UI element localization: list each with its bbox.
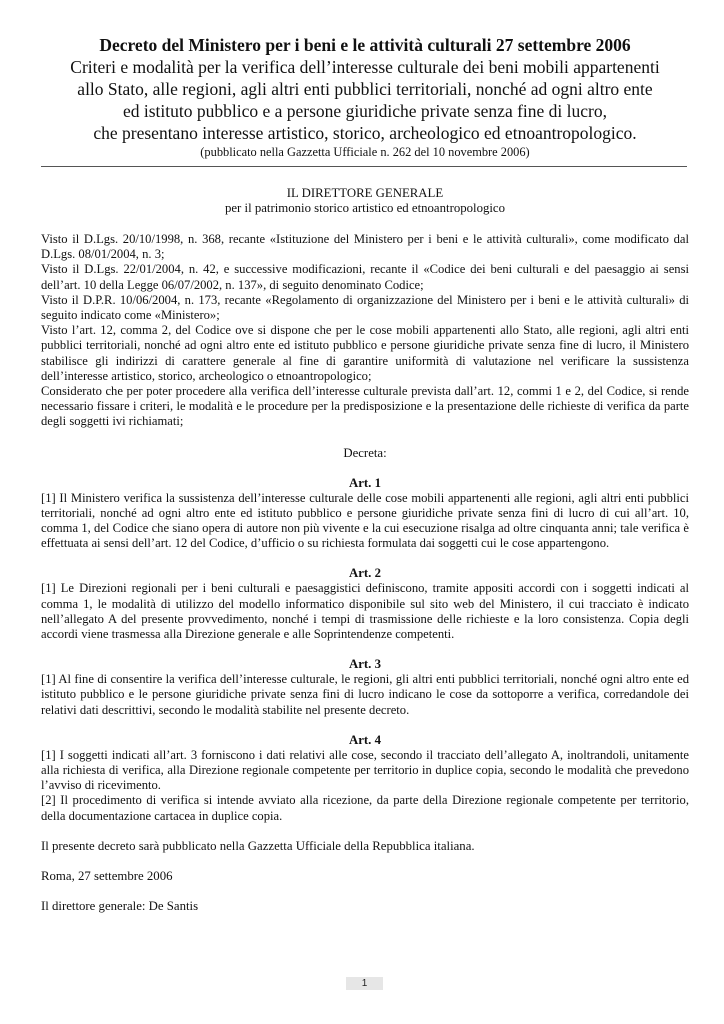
director-block (41, 186, 689, 216)
article-1 (41, 476, 689, 552)
decree-subtitle-line: Criteri e modalità per la verifica dell’interesse culturale dei beni mobili appartenenti (70, 57, 660, 77)
publication-note: (pubblicato nella Gazzetta Ufficiale n. 262 del 10 novembre 2006) (200, 145, 530, 159)
closing-publication-note: Il presente decreto sarà pubblicato nella Gazzetta Ufficiale della Repubblica italiana. (41, 838, 475, 853)
article-paragraph: [1] Il Ministero verifica la sussistenza dell’interesse culturale delle cose mobili appartenenti alle regioni, agli altri enti pubblici territoriali, nonché ad ogni altro ente ed istituto pubblico e persone giuridiche private senza fini di lucro di cui all’art. 10, comma 1, del Codice che siano opera di autore non più vivente e la cui esecuzione risalga ad oltre cinquanta anni; tale verifica è effettuata ai sensi dell’art. 12 del Codice, d’ufficio o su richiesta formulata dai soggetti cui le cose appartengono. (41, 490, 689, 551)
decree-subtitle-line: che presentano interesse artistico, storico, archeologico ed etnoantropologico. (93, 123, 637, 143)
article-paragraph: [1] Le Direzioni regionali per i beni culturali e paesaggistici definiscono, tramite appositi accordi con i soggetti indicati al comma 1, le modalità di utilizzo del modello informatico disponibile sul sito web del Ministero, il cui tracciato è indicato nell’allegato A del presente provvedimento, nonché i tempi di trasmissione delle richieste e la loro consistenza. Copia degli accordi viene trasmessa alla Direzione generale e alle Soprintendenze competenti. (41, 581, 689, 642)
article-title: Art. 3 (349, 657, 381, 672)
signature: Il direttore generale: De Santis (41, 898, 199, 913)
article-paragraph: [2] Il procedimento di verifica si intende avviato alla ricezione, da parte della Direzione regionale competente per territorio, della documentazione cartacea in duplice copia. (41, 793, 689, 823)
premise-paragraph: Considerato che per poter procedere alla verifica dell’interesse culturale prevista dall’art. 12, commi 1 e 2, del Codice, si rende necessario fissare i criteri, le modalità e le procedure per la predisposizione e la presentazione delle richieste di verifica da parte degli soggetti ivi richiamati; (41, 384, 689, 429)
decree-subtitle-line: allo Stato, alle regioni, agli altri enti pubblici territoriali, nonché ad ogni altro ente (77, 79, 653, 99)
article-paragraph: [1] Al fine di consentire la verifica dell’interesse culturale, le regioni, gli altri enti pubblici territoriali, nonché ogni altro ente ed istituto pubblico e le persone giuridiche private senza fini di lucro indicano le cose da sottoporre a verifica, corredandole dei relativi dati descrittivi, secondo le modalità stabilite nel presente decreto. (41, 672, 689, 717)
article-paragraph: [1] I soggetti indicati all’art. 3 forniscono i dati relativi alle cose, secondo il tracciato dell’allegato A, inoltrandoli, unitamente alla richiesta di verifica, alla Direzione regionale competente per territorio in duplice copia, secondo le modalità che prevedono l’avviso di ricevimento. (41, 747, 689, 793)
document-page (41, 34, 689, 914)
article-2 (41, 566, 689, 642)
premise-paragraph: Visto il D.Lgs. 20/10/1998, n. 368, recante «Istituzione del Ministero per i beni e le attività culturali», come modificato dal D.Lgs. 08/01/2004, n. 3; (41, 232, 689, 262)
article-title: Art. 2 (349, 566, 381, 581)
director-title: IL DIRETTORE GENERALE (286, 186, 444, 200)
document-header (41, 34, 689, 160)
place-date: Roma, 27 settembre 2006 (41, 868, 173, 883)
decree-title: Decreto del Ministero per i beni e le attività culturali 27 settembre 2006 (99, 35, 631, 55)
premises (41, 232, 689, 430)
article-3 (41, 657, 689, 718)
premise-paragraph: Visto il D.P.R. 10/06/2004, n. 173, recante «Regolamento di organizzazione del Ministero per i beni e le attività culturali» di seguito indicato come «Ministero»; (41, 292, 689, 323)
header-divider (41, 166, 687, 167)
premise-paragraph: Visto l’art. 12, comma 2, del Codice ove si dispone che per le cose mobili appartenenti allo Stato, alle regioni, agli altri enti pubblici territoriali, nonché ad ogni altro ente ed istituto pubblico e persone giuridiche private senza fine di lucro, il Ministero stabilisce gli indirizzi di carattere generale al fine di garantire uniformità di valutazione nel verificare la sussistenza dell’interesse artistico, storico, archeologico o etnoantropologico; (41, 323, 689, 383)
decreta-heading: Decreta: (343, 445, 387, 460)
article-title: Art. 4 (349, 732, 381, 747)
decree-subtitle-line: ed istituto pubblico e a persone giuridiche private senza fine di lucro, (122, 101, 607, 121)
director-subtitle: per il patrimonio storico artistico ed etnoantropologico (224, 201, 506, 215)
article-title: Art. 1 (349, 475, 381, 490)
page-number: 1 (346, 977, 383, 990)
premise-paragraph: Visto il D.Lgs. 22/01/2004, n. 42, e successive modificazioni, recante il «Codice dei beni culturali e del paesaggio ai sensi dell’art. 10 della Legge 06/07/2002, n. 137», di seguito denominato Codice; (41, 262, 689, 292)
article-4 (41, 733, 689, 824)
